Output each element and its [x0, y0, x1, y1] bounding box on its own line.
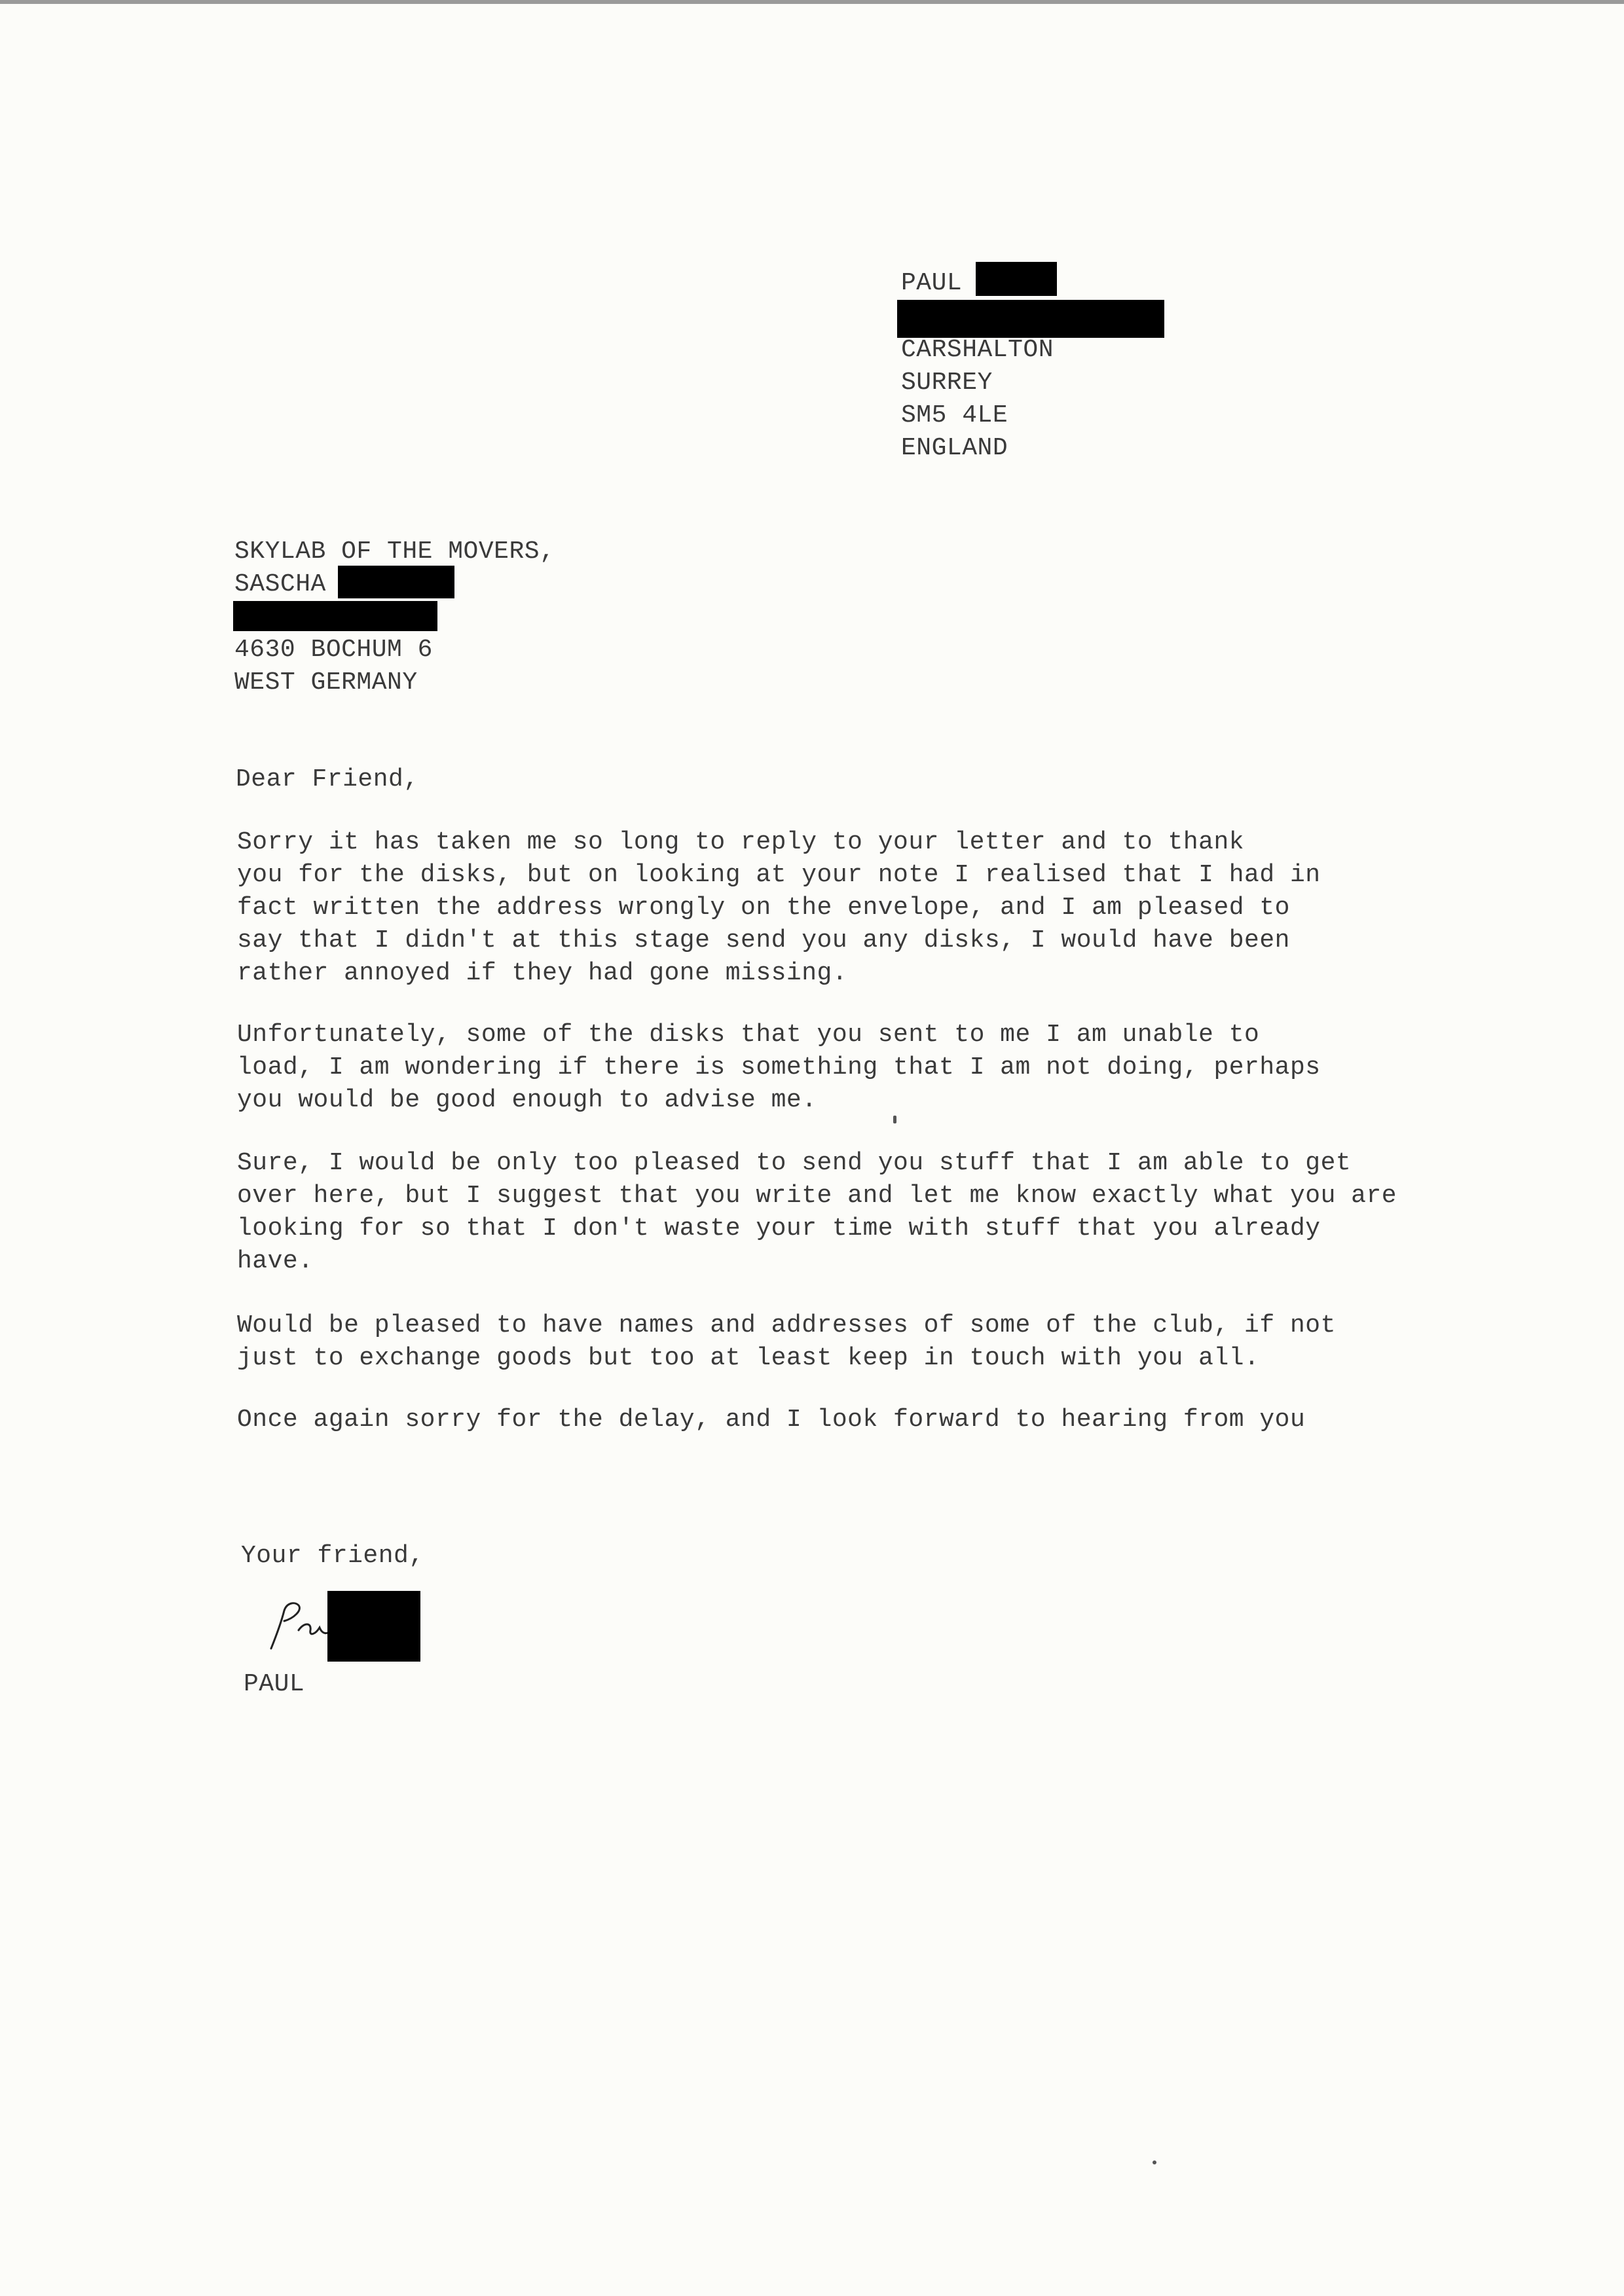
sender-county: SURREY	[901, 369, 993, 397]
recipient-name: SASCHA	[234, 570, 326, 598]
closing: Your friend,	[241, 1542, 424, 1570]
sender-surname-redaction	[976, 262, 1057, 296]
sender-street-redaction	[897, 300, 1164, 338]
paragraph-3	[237, 1147, 1521, 1278]
sender-name: PAUL	[901, 269, 963, 297]
recipient-street-redaction	[233, 601, 437, 631]
paper-speck	[893, 1116, 896, 1123]
paragraph-line: Sure, I would be only too pleased to send you stuff that I am able to get	[237, 1149, 1352, 1177]
paragraph-line: fact written the address wrongly on the envelope, and I am pleased to	[237, 894, 1290, 922]
paragraph-line: say that I didn't at this stage send you any disks, I would have been	[237, 926, 1290, 955]
paragraph-line: over here, but I suggest that you write and let me know exactly what you are	[237, 1182, 1397, 1210]
paper-speck	[1153, 2160, 1156, 2164]
paragraph-line: just to exchange goods but too at least keep in touch with you all.	[237, 1344, 1260, 1372]
signature-name: PAUL	[244, 1670, 305, 1698]
paragraph-line: Once again sorry for the delay, and I look forward to hearing from you	[237, 1406, 1306, 1434]
paragraph-1	[237, 826, 1521, 990]
recipient-country: WEST GERMANY	[234, 668, 418, 697]
paragraph-line: load, I am wondering if there is something that I am not doing, perhaps	[237, 1053, 1321, 1082]
sender-postcode: SM5 4LE	[901, 401, 1008, 429]
sender-country: ENGLAND	[901, 434, 1008, 462]
paragraph-line: you for the disks, but on looking at your note I realised that I had in	[237, 861, 1321, 889]
paragraph-line: Would be pleased to have names and addresses of some of the club, if not	[237, 1311, 1336, 1339]
paragraph-line: you would be good enough to advise me.	[237, 1086, 817, 1114]
paragraph-line: looking for so that I don't waste your time with stuff that you already	[237, 1214, 1321, 1243]
paragraph-2	[237, 1019, 1521, 1117]
paragraph-5	[237, 1404, 1521, 1436]
paper-top-edge	[0, 0, 1624, 4]
recipient-line-1: SKYLAB OF THE MOVERS,	[234, 538, 555, 566]
paragraph-line: rather annoyed if they had gone missing.	[237, 959, 848, 987]
paragraph-line: Sorry it has taken me so long to reply to your letter and to thank	[237, 828, 1245, 856]
signature-redaction	[327, 1591, 420, 1662]
recipient-city: 4630 BOCHUM 6	[234, 636, 433, 664]
salutation: Dear Friend,	[236, 765, 419, 793]
paragraph-4	[237, 1309, 1521, 1375]
paragraph-line: have.	[237, 1247, 314, 1275]
recipient-surname-redaction	[338, 566, 454, 598]
sender-town: CARSHALTON	[901, 336, 1054, 364]
paragraph-line: Unfortunately, some of the disks that you sent to me I am unable to	[237, 1021, 1260, 1049]
